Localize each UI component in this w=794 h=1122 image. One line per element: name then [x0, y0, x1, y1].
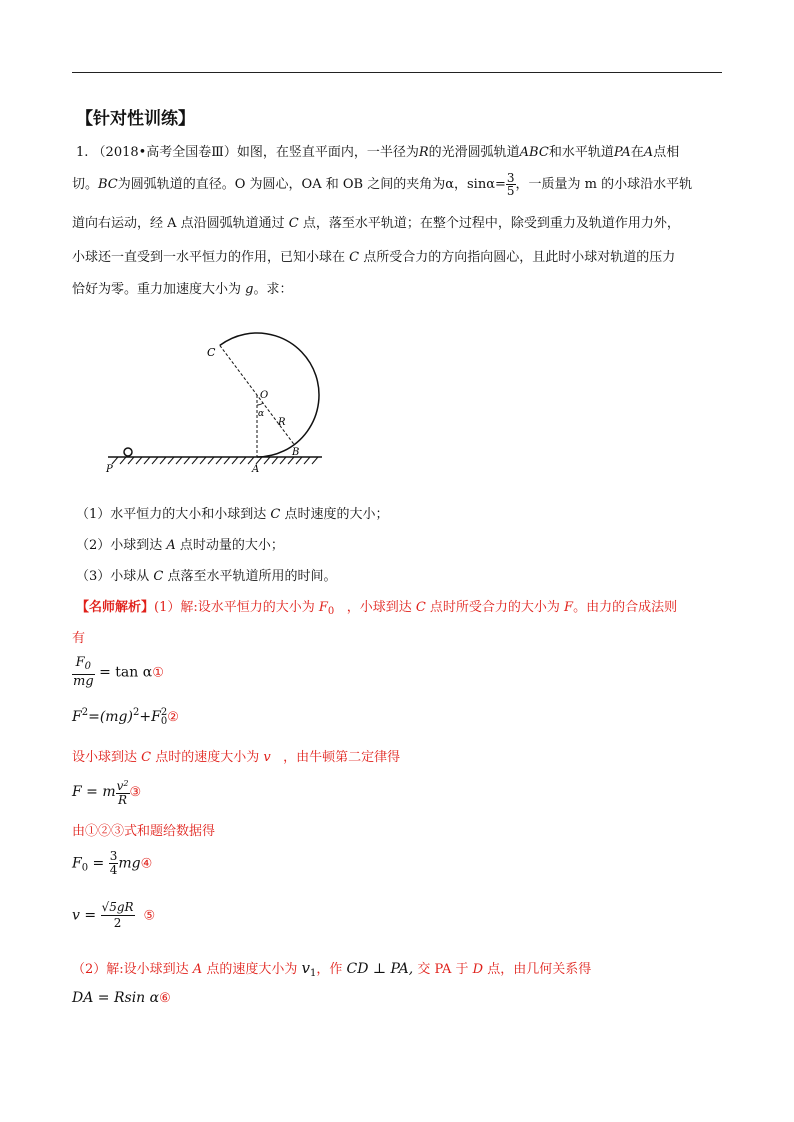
header-rule — [72, 72, 722, 73]
problem-line-4: 小球还一直受到一水平恒力的作用，已知小球在 C 点所受合力的方向指向圆心，且此时小球对轨道的压力 — [72, 250, 676, 265]
label-r: R — [278, 417, 286, 428]
problem-line-2: 切。BC为圆弧轨道的直径。O 为圆心，OA 和 OB 之间的夹角为α，sinα= $\frac{3}{5}$ ，一质量为 m 的小球沿水平轨 — [72, 171, 693, 198]
sin-fraction: $\frac{3}{5}$ — [506, 171, 515, 198]
label-p: P — [106, 464, 113, 475]
equation-5: v = $\frac{√5gR}{2}$ ⑤ — [72, 900, 156, 930]
question-2: （2）小球到达 A 点时动量的大小； — [76, 538, 284, 553]
angle-arc — [257, 403, 263, 405]
ball — [124, 448, 132, 456]
problem-line-5: 恰好为零。重力加速度大小为 g。求： — [72, 282, 293, 297]
equation-3: F = m $\frac{v^2}{R}$ ③ — [72, 779, 142, 807]
analysis-line-3: 由①②③式和题给数据得 — [72, 824, 216, 839]
label-a: A — [252, 464, 260, 475]
analysis-line-4: （2）解:设小球到达 A 点的速度大小为 $v_1$，作 CD ⊥ PA, 交 PA 于 D 点，由几何关系得 — [72, 959, 592, 979]
problem-line-3: 道向右运动，经 A 点沿圆弧轨道通过 C 点，落至水平轨道；在整个过程中，除受到重力及轨道作用力外， — [72, 216, 680, 231]
label-c: C — [207, 346, 216, 359]
analysis-line-1: 【名师解析】(1）解:设水平恒力的大小为 $F_0$ ，小球到达 C 点时所受合力的大小为 F。由力的合成法则 — [76, 600, 678, 617]
analysis-line-2: 设小球到达 C 点时的速度大小为 v ，由牛顿第二定律得 — [72, 750, 401, 765]
physics-figure — [100, 330, 340, 480]
equation-1: $\frac{F_0}{mg}$ = tan α① — [73, 655, 164, 689]
analysis-line-1b: 有 — [72, 631, 86, 646]
label-o: O — [260, 390, 269, 401]
arc-track — [220, 333, 319, 457]
problem-line-1: 1. （2018•高考全国卷Ⅲ）如图，在竖直平面内，一半径为R的光滑圆弧轨道ABC和水平轨道PA在A点相 — [76, 145, 680, 160]
label-b: B — [292, 447, 300, 458]
question-1: （1）水平恒力的大小和小球到达 C 点时速度的大小； — [76, 507, 389, 522]
ground-hatching — [112, 457, 318, 464]
equation-2: $F^2=(mg)^2+F$ 2 0 ② — [72, 707, 179, 727]
equation-6: DA = Rsin α⑥ — [72, 990, 171, 1006]
equation-4: $F_0$ = $\frac{3}{4}$ mg④ — [72, 849, 153, 877]
label-alpha: α — [258, 409, 265, 419]
section-heading: 【针对性训练】 — [76, 109, 195, 129]
question-3: （3）小球从 C 点落至水平轨道所用的时间。 — [76, 569, 337, 584]
